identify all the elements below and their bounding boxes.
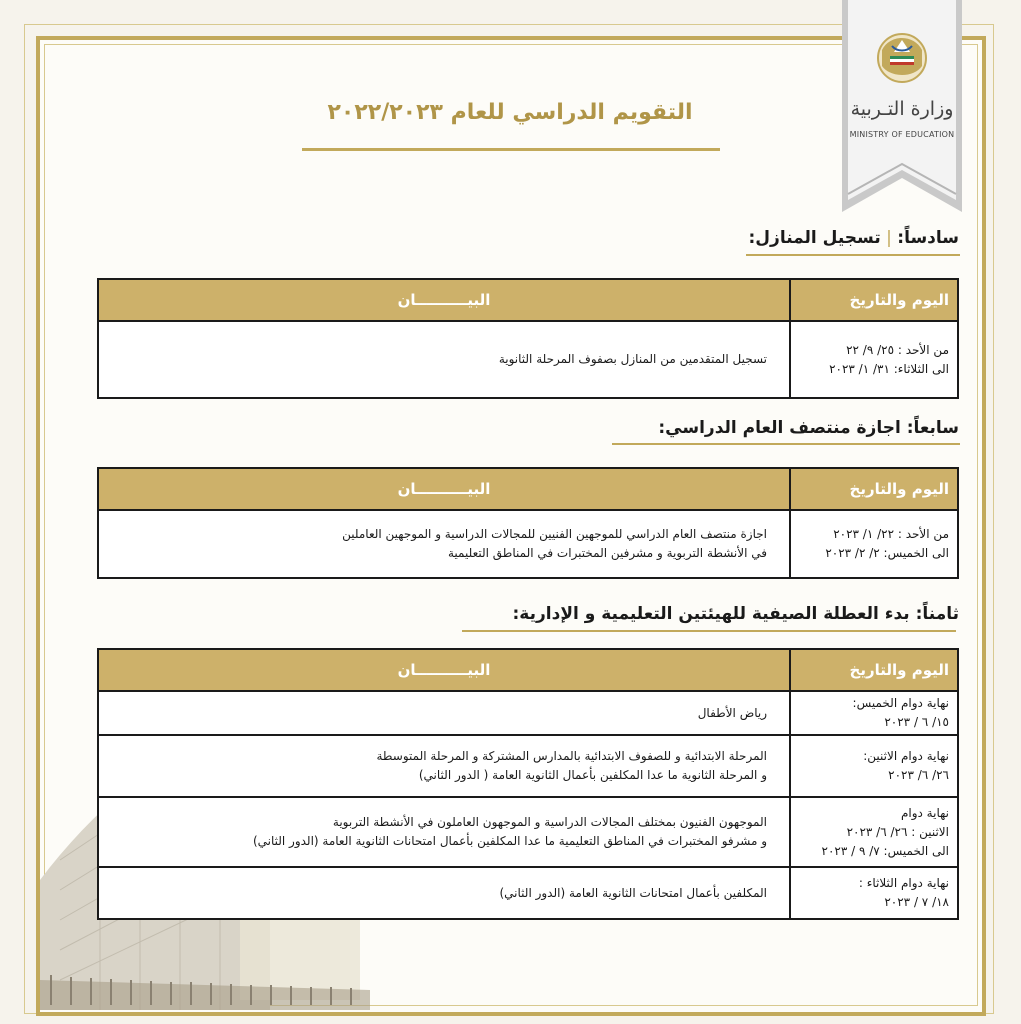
section6-separator: | (880, 228, 898, 248)
date-line: من الأحد : ٢٢/ ١/ ٢٠٢٣ (833, 527, 949, 541)
col-header-desc: البيــــــــــان (98, 649, 790, 691)
table-row (98, 321, 958, 398)
col-header-date: اليوم والتاريخ (790, 279, 958, 321)
table-row (98, 510, 958, 578)
table-row (98, 691, 958, 735)
section7-heading: سابعاً: اجازة منتصف العام الدراسي: (658, 418, 959, 438)
desc-cell (98, 797, 790, 867)
date-cell (790, 691, 958, 735)
desc-line: تسجيل المتقدمين من المنازل بصفوف المرحلة الثانوية (498, 352, 767, 366)
date-line: الى الخميس: ٢/ ٢/ ٢٠٢٣ (825, 546, 949, 560)
date-cell (790, 321, 958, 398)
desc-cell (98, 321, 790, 398)
date-line: ١٥/ ٦ / ٢٠٢٣ (884, 715, 949, 729)
desc-line: و المرحلة الثانوية ما عدا المكلفين بأعمال الثانوية العامة ( الدور الثاني) (418, 768, 767, 782)
desc-line: و مشرفو المختبرات في المناطق التعليمية ما عدا المكلفين بأعمال امتحانات الثانوية العامة (الدور الثاني) (252, 834, 767, 848)
section8-table (97, 648, 959, 920)
date-line: نهاية دوام (900, 805, 949, 820)
kuwait-emblem-icon (878, 34, 926, 82)
ministry-name-en: MINISTRY OF EDUCATION (849, 130, 955, 139)
section8-underline (462, 630, 956, 632)
date-cell (790, 867, 958, 919)
date-line: من الأحد : ٢٥/ ٩/ ٢٢ (846, 342, 949, 357)
section6-underline (746, 254, 960, 256)
date-line: الى الخميس: ٧/ ٩ / ٢٠٢٣ (821, 843, 949, 858)
col-header-desc: البيــــــــــان (98, 279, 790, 321)
table-row (98, 867, 958, 919)
table-header-row (98, 649, 958, 691)
table-header-row (98, 468, 958, 510)
desc-cell (98, 735, 790, 797)
date-cell (790, 510, 958, 578)
date-line: ٢٦/ ٦/ ٢٠٢٣ (888, 768, 949, 782)
desc-line: الموجهون الفنيون بمختلف المجالات الدراسية و الموجهون العاملون في الأنشطة التربوية (332, 815, 767, 829)
date-line: ١٨/ ٧ / ٢٠٢٣ (884, 895, 949, 909)
section6-number: سادساً: (897, 228, 959, 248)
date-line: نهاية دوام الخميس: (852, 696, 949, 710)
date-line: نهاية دوام الثلاثاء : (858, 876, 949, 890)
desc-cell (98, 867, 790, 919)
date-cell (790, 735, 958, 797)
title-underline (302, 148, 720, 151)
desc-line: في الأنشطة التربوية و مشرفين المختبرات في المناطق التعليمية (448, 546, 767, 560)
table-header-row (98, 279, 958, 321)
section6-title: تسجيل المنازل: (748, 228, 881, 248)
table-row (98, 735, 958, 797)
col-header-date: اليوم والتاريخ (790, 649, 958, 691)
section7-underline (612, 443, 960, 445)
section8-heading: ثامناً: بدء العطلة الصيفية للهيئتين التعليمية و الإدارية: (512, 604, 959, 624)
page-title: التقويم الدراسي للعام ٢٠٢٢/٢٠٢٣ (327, 100, 693, 125)
date-line: نهاية دوام الاثنين: (863, 749, 949, 763)
date-cell (790, 797, 958, 867)
desc-cell (98, 510, 790, 578)
col-header-date: اليوم والتاريخ (790, 468, 958, 510)
section6-table (97, 278, 959, 399)
date-line: الاثنين : ٢٦/ ٦/ ٢٠٢٣ (846, 824, 949, 839)
section7-table (97, 467, 959, 579)
desc-cell (98, 691, 790, 735)
section6-heading (748, 228, 959, 248)
ministry-name-ar: وزارة التـربية (850, 98, 954, 120)
table-row (98, 797, 958, 867)
desc-line: المرحلة الابتدائية و للصفوف الابتدائية بالمدارس المشتركة و المرحلة المتوسطة (376, 749, 767, 763)
col-header-desc: البيــــــــــان (98, 468, 790, 510)
desc-line: رياض الأطفال (697, 705, 767, 720)
desc-line: المكلفين بأعمال امتحانات الثانوية العامة (الدور الثاني) (499, 885, 767, 900)
desc-line: اجازة منتصف العام الدراسي للموجهين الفنيين للمجالات الدراسية و الموجهين العاملين (342, 527, 767, 541)
date-line: الى الثلاثاء: ٣١/ ١/ ٢٠٢٣ (829, 361, 949, 376)
